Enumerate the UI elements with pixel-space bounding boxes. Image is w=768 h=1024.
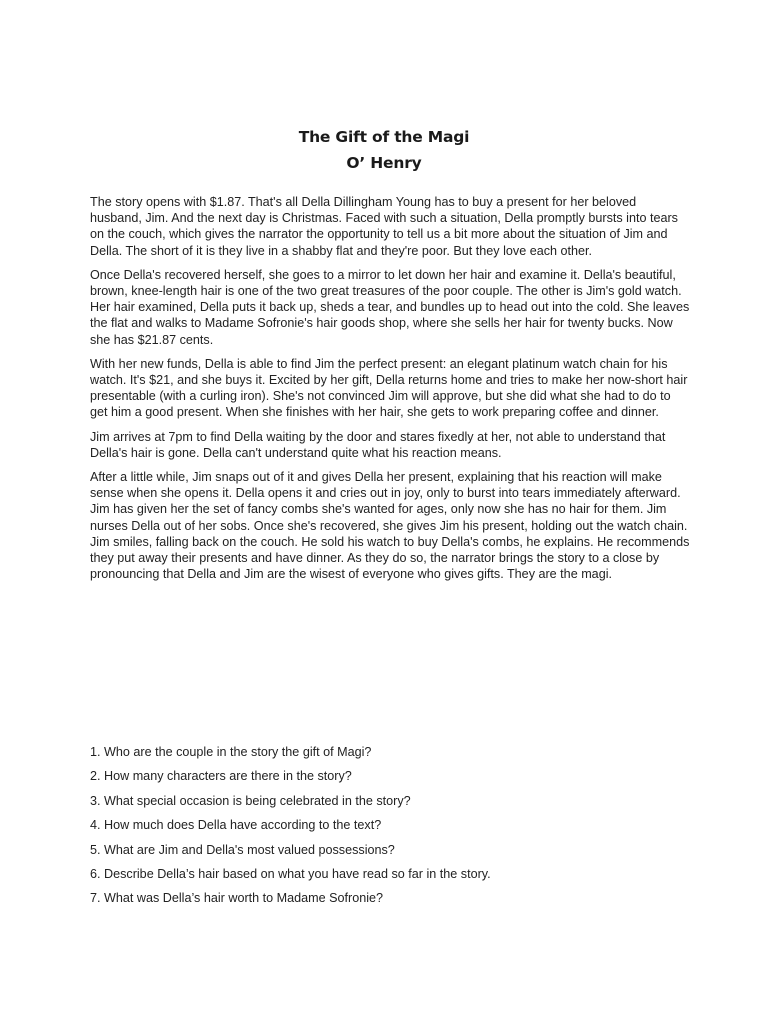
question-item: 2. How many characters are there in the story? [90, 769, 352, 784]
question-item: 1. Who are the couple in the story the gift of Magi? [90, 745, 372, 759]
paragraph-5: After a little while, Jim snaps out of it and gives Della her present, explaining that his reaction will make sense when she opens it. Della opens it and cries out in joy, only to burst into tears immediately afterward. Jim has given her the set of fancy combs she's wanted for ages, only now she has no hair for them. Jim nurses Della out of her sobs. Once she's recovered, she gives Jim his present, holding out the watch chain. Jim smiles, falling back on the couch. He sold his watch to buy Della's combs, he explains. He recommends they put away their presents and have dinner. As they do so, the narrator brings the story to a close by pronouncing that Della and Jim are the wisest of everyone who gives gifts. They are the magi. [90, 470, 690, 582]
paragraph-4: Jim arrives at 7pm to find Della waiting by the door and stares fixedly at her, not able to understand that Della's hair is gone. Della can't understand quite what his reaction means. [90, 429, 666, 460]
document-title: The Gift of the Magi [298, 128, 470, 146]
question-list [90, 744, 690, 915]
paragraph-3: With her new funds, Della is able to find Jim the perfect present: an elegant platinum watch chain for his watch. It's $21, and she buys it. Excited by her gift, Della returns home and tries to make her now-short hair presentable (with a curling iron). She's not convinced Jim will approve, but she did what she had to do to get him a good present. When she finishes with her hair, she gets to work preparing coffee and dinner. [90, 356, 688, 420]
question-item: 7. What was Della’s hair worth to Madame Sofronie? [90, 891, 384, 906]
story-summary [90, 194, 690, 590]
paragraph-2: Once Della's recovered herself, she goes to a mirror to let down her hair and examine it. Della's beautiful, brown, knee-length hair is one of the two great treasures of the poor couple. The other is Jim's gold watch. Her hair examined, Della puts it back up, sheds a tear, and bundles up to head out into the cold. She leaves the flat and walks to Madame Sofronie's hair goods shop, where she sells her hair for twenty bucks. Now she has $21.87 cents. [90, 267, 690, 347]
document-author: O’ Henry [346, 154, 422, 172]
question-item: 4. How much does Della have according to the text? [90, 818, 382, 833]
title-block [0, 124, 768, 176]
paragraph-1: The story opens with $1.87. That's all Della Dillingham Young has to buy a present for her beloved husband, Jim. And the next day is Christmas. Faced with such a situation, Della promptly bursts into tears on the couch, which gives the narrator the opportunity to tell us a bit more about the situation of Jim and Della. The short of it is they live in a shabby flat and they're poor. But they love each other. [90, 195, 678, 258]
question-item: 3. What special occasion is being celebrated in the story? [90, 793, 411, 808]
question-item: 5. What are Jim and Della's most valued possessions? [90, 842, 395, 857]
question-item: 6. Describe Della’s hair based on what you have read so far in the story. [90, 866, 491, 881]
